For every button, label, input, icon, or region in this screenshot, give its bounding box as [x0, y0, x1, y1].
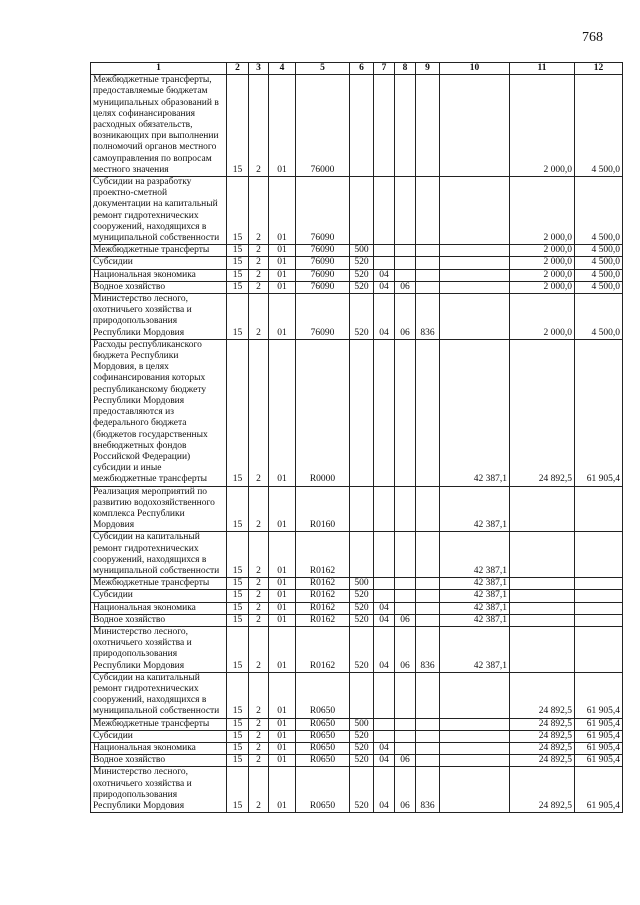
target-article-cell: R0162	[296, 532, 350, 578]
amount-cell: 2 000,0	[510, 75, 575, 177]
row-name-cell: Министерство лесного, охотничьего хозяйства и природопользования Республики Мордовия	[91, 294, 227, 340]
expense-type-cell: 500	[350, 718, 374, 730]
amount-cell: 24 892,5	[510, 755, 575, 767]
code-cell: 15	[227, 730, 249, 742]
section-cell	[374, 532, 395, 578]
ministry-code-cell	[416, 578, 440, 590]
target-article-cell: R0650	[296, 718, 350, 730]
expense-type-cell: 500	[350, 245, 374, 257]
subsection-cell: 06	[395, 614, 416, 626]
row-name-cell: Межбюджетные трансферты	[91, 718, 227, 730]
code-cell: 2	[249, 718, 269, 730]
table-row	[91, 718, 623, 730]
code-cell: 01	[269, 532, 296, 578]
amount-cell: 61 905,4	[575, 730, 623, 742]
amount-cell	[575, 578, 623, 590]
amount-cell: 2 000,0	[510, 177, 575, 245]
amount-cell: 4 500,0	[575, 257, 623, 269]
table-row	[91, 614, 623, 626]
ministry-code-cell	[416, 281, 440, 293]
code-cell: 01	[269, 602, 296, 614]
ministry-code-cell	[416, 602, 440, 614]
target-article-cell: R0162	[296, 602, 350, 614]
code-cell: 2	[249, 590, 269, 602]
amount-cell	[440, 730, 510, 742]
target-article-cell: 76090	[296, 281, 350, 293]
expense-type-cell: 520	[350, 767, 374, 813]
ministry-code-cell	[416, 75, 440, 177]
amount-cell: 61 905,4	[575, 718, 623, 730]
code-cell: 15	[227, 718, 249, 730]
amount-cell	[440, 281, 510, 293]
row-name-cell: Водное хозяйство	[91, 281, 227, 293]
row-name-cell: Расходы республиканского бюджета Республики Мордовия, в целях софинансирования которых республиканскому бюджету Республики Мордовия предоставляются из федерального бюджета (бюджетов государственных внебюджетных фондов Российской Федерации) субсидии и иные межбюджетные трансферты	[91, 339, 227, 486]
section-cell: 04	[374, 742, 395, 754]
expense-type-cell: 520	[350, 626, 374, 672]
column-header: 11	[510, 63, 575, 75]
subsection-cell	[395, 245, 416, 257]
subsection-cell	[395, 75, 416, 177]
ministry-code-cell	[416, 590, 440, 602]
row-name-cell: Субсидии на разработку проектно-сметной документации на капитальный ремонт гидротехнических сооружений, находящихся в муниципальной собственности	[91, 177, 227, 245]
ministry-code-cell	[416, 755, 440, 767]
code-cell: 01	[269, 626, 296, 672]
target-article-cell: R0650	[296, 730, 350, 742]
amount-cell: 42 387,1	[440, 602, 510, 614]
target-article-cell: 76090	[296, 269, 350, 281]
expense-type-cell: 520	[350, 269, 374, 281]
budget-table	[90, 62, 623, 813]
table-row	[91, 245, 623, 257]
code-cell: 01	[269, 269, 296, 281]
section-cell	[374, 177, 395, 245]
row-name-cell: Национальная экономика	[91, 742, 227, 754]
subsection-cell	[395, 486, 416, 532]
section-cell	[374, 590, 395, 602]
amount-cell: 2 000,0	[510, 245, 575, 257]
subsection-cell	[395, 730, 416, 742]
section-cell: 04	[374, 626, 395, 672]
code-cell: 15	[227, 602, 249, 614]
ministry-code-cell: 836	[416, 294, 440, 340]
expense-type-cell	[350, 486, 374, 532]
code-cell: 15	[227, 672, 249, 718]
target-article-cell: 76000	[296, 75, 350, 177]
expense-type-cell: 520	[350, 281, 374, 293]
target-article-cell: 76090	[296, 245, 350, 257]
amount-cell: 42 387,1	[440, 626, 510, 672]
code-cell: 01	[269, 294, 296, 340]
code-cell: 2	[249, 767, 269, 813]
expense-type-cell: 520	[350, 730, 374, 742]
row-name-cell: Субсидии	[91, 730, 227, 742]
column-header: 8	[395, 63, 416, 75]
code-cell: 01	[269, 742, 296, 754]
amount-cell: 4 500,0	[575, 269, 623, 281]
target-article-cell: 76090	[296, 294, 350, 340]
code-cell: 2	[249, 281, 269, 293]
amount-cell: 2 000,0	[510, 281, 575, 293]
subsection-cell: 06	[395, 755, 416, 767]
amount-cell	[440, 718, 510, 730]
column-header: 7	[374, 63, 395, 75]
amount-cell: 24 892,5	[510, 730, 575, 742]
amount-cell: 24 892,5	[510, 767, 575, 813]
subsection-cell: 06	[395, 294, 416, 340]
expense-type-cell	[350, 339, 374, 486]
code-cell: 01	[269, 730, 296, 742]
ministry-code-cell: 836	[416, 626, 440, 672]
table-body	[91, 75, 623, 813]
code-cell: 2	[249, 532, 269, 578]
code-cell: 2	[249, 177, 269, 245]
code-cell: 15	[227, 626, 249, 672]
code-cell: 15	[227, 590, 249, 602]
code-cell: 15	[227, 177, 249, 245]
subsection-cell	[395, 177, 416, 245]
code-cell: 2	[249, 614, 269, 626]
table-row	[91, 755, 623, 767]
table-row	[91, 269, 623, 281]
column-header: 10	[440, 63, 510, 75]
amount-cell: 4 500,0	[575, 294, 623, 340]
code-cell: 01	[269, 281, 296, 293]
page-number: 768	[582, 30, 603, 45]
amount-cell: 42 387,1	[440, 532, 510, 578]
table-row	[91, 672, 623, 718]
table-row	[91, 281, 623, 293]
subsection-cell: 06	[395, 281, 416, 293]
amount-cell	[510, 578, 575, 590]
expense-type-cell	[350, 177, 374, 245]
subsection-cell	[395, 718, 416, 730]
code-cell: 2	[249, 578, 269, 590]
section-cell: 04	[374, 281, 395, 293]
section-cell: 04	[374, 602, 395, 614]
section-cell	[374, 75, 395, 177]
amount-cell	[440, 672, 510, 718]
target-article-cell: R0162	[296, 614, 350, 626]
expense-type-cell: 520	[350, 755, 374, 767]
row-name-cell: Межбюджетные трансферты, предоставляемые бюджетам муниципальных образований в целях софинансирования расходных обязательств, возникающих при выполнении полномочий органов местного самоуправления по вопросам местного значения	[91, 75, 227, 177]
amount-cell	[510, 486, 575, 532]
code-cell: 15	[227, 767, 249, 813]
target-article-cell: 76090	[296, 177, 350, 245]
column-header: 2	[227, 63, 249, 75]
row-name-cell: Субсидии на капитальный ремонт гидротехнических сооружений, находящихся в муниципальной собственности	[91, 532, 227, 578]
ministry-code-cell: 836	[416, 767, 440, 813]
code-cell: 01	[269, 590, 296, 602]
amount-cell	[575, 486, 623, 532]
amount-cell	[440, 257, 510, 269]
amount-cell: 42 387,1	[440, 578, 510, 590]
section-cell	[374, 730, 395, 742]
subsection-cell	[395, 532, 416, 578]
code-cell: 01	[269, 339, 296, 486]
amount-cell: 2 000,0	[510, 269, 575, 281]
table-row	[91, 742, 623, 754]
section-cell: 04	[374, 294, 395, 340]
code-cell: 01	[269, 672, 296, 718]
expense-type-cell: 500	[350, 578, 374, 590]
ministry-code-cell	[416, 269, 440, 281]
amount-cell	[575, 532, 623, 578]
target-article-cell: R0650	[296, 672, 350, 718]
target-article-cell: R0162	[296, 578, 350, 590]
table-row	[91, 767, 623, 813]
table-row	[91, 339, 623, 486]
amount-cell: 42 387,1	[440, 614, 510, 626]
row-name-cell: Субсидии	[91, 257, 227, 269]
amount-cell: 61 905,4	[575, 742, 623, 754]
expense-type-cell: 520	[350, 257, 374, 269]
code-cell: 01	[269, 75, 296, 177]
row-name-cell: Межбюджетные трансферты	[91, 245, 227, 257]
code-cell: 01	[269, 614, 296, 626]
table-row	[91, 602, 623, 614]
code-cell: 2	[249, 339, 269, 486]
expense-type-cell: 520	[350, 602, 374, 614]
column-header: 5	[296, 63, 350, 75]
expense-type-cell	[350, 75, 374, 177]
code-cell: 01	[269, 755, 296, 767]
amount-cell: 4 500,0	[575, 75, 623, 177]
code-cell: 2	[249, 486, 269, 532]
amount-cell: 4 500,0	[575, 177, 623, 245]
amount-cell	[440, 245, 510, 257]
code-cell: 01	[269, 257, 296, 269]
code-cell: 2	[249, 294, 269, 340]
ministry-code-cell	[416, 730, 440, 742]
column-header: 6	[350, 63, 374, 75]
row-name-cell: Субсидии	[91, 590, 227, 602]
expense-type-cell	[350, 672, 374, 718]
subsection-cell	[395, 578, 416, 590]
row-name-cell: Реализация мероприятий по развитию водохозяйственного комплекса Республики Мордовия	[91, 486, 227, 532]
amount-cell: 24 892,5	[510, 672, 575, 718]
subsection-cell	[395, 257, 416, 269]
ministry-code-cell	[416, 672, 440, 718]
column-header: 4	[269, 63, 296, 75]
target-article-cell: 76090	[296, 257, 350, 269]
code-cell: 15	[227, 257, 249, 269]
subsection-cell: 06	[395, 767, 416, 813]
amount-cell	[575, 602, 623, 614]
section-cell	[374, 245, 395, 257]
column-header: 3	[249, 63, 269, 75]
amount-cell: 42 387,1	[440, 486, 510, 532]
amount-cell: 24 892,5	[510, 339, 575, 486]
amount-cell	[510, 602, 575, 614]
target-article-cell: R0160	[296, 486, 350, 532]
amount-cell: 61 905,4	[575, 767, 623, 813]
row-name-cell: Межбюджетные трансферты	[91, 578, 227, 590]
amount-cell	[510, 590, 575, 602]
subsection-cell	[395, 672, 416, 718]
row-name-cell: Министерство лесного, охотничьего хозяйства и природопользования Республики Мордовия	[91, 626, 227, 672]
expense-type-cell	[350, 532, 374, 578]
code-cell: 2	[249, 245, 269, 257]
ministry-code-cell	[416, 532, 440, 578]
section-cell: 04	[374, 269, 395, 281]
table-row	[91, 532, 623, 578]
amount-cell: 61 905,4	[575, 672, 623, 718]
code-cell: 2	[249, 626, 269, 672]
section-cell: 04	[374, 614, 395, 626]
code-cell: 2	[249, 602, 269, 614]
code-cell: 2	[249, 672, 269, 718]
code-cell: 2	[249, 730, 269, 742]
table-row	[91, 75, 623, 177]
subsection-cell: 06	[395, 626, 416, 672]
subsection-cell	[395, 602, 416, 614]
ministry-code-cell	[416, 486, 440, 532]
expense-type-cell: 520	[350, 590, 374, 602]
code-cell: 15	[227, 742, 249, 754]
section-cell	[374, 672, 395, 718]
ministry-code-cell	[416, 742, 440, 754]
code-cell: 15	[227, 578, 249, 590]
code-cell: 15	[227, 245, 249, 257]
target-article-cell: R0000	[296, 339, 350, 486]
amount-cell: 61 905,4	[575, 755, 623, 767]
code-cell: 2	[249, 742, 269, 754]
section-cell	[374, 718, 395, 730]
row-name-cell: Водное хозяйство	[91, 614, 227, 626]
amount-cell	[440, 177, 510, 245]
code-cell: 15	[227, 294, 249, 340]
row-name-cell: Национальная экономика	[91, 269, 227, 281]
expense-type-cell: 520	[350, 742, 374, 754]
subsection-cell	[395, 590, 416, 602]
ministry-code-cell	[416, 339, 440, 486]
amount-cell	[575, 626, 623, 672]
expense-type-cell: 520	[350, 294, 374, 340]
amount-cell: 24 892,5	[510, 742, 575, 754]
code-cell: 2	[249, 75, 269, 177]
ministry-code-cell	[416, 257, 440, 269]
code-cell: 15	[227, 339, 249, 486]
code-cell: 01	[269, 486, 296, 532]
section-cell	[374, 578, 395, 590]
table-row	[91, 626, 623, 672]
amount-cell	[510, 626, 575, 672]
code-cell: 2	[249, 269, 269, 281]
code-cell: 01	[269, 718, 296, 730]
target-article-cell: R0650	[296, 767, 350, 813]
row-name-cell: Национальная экономика	[91, 602, 227, 614]
expense-type-cell: 520	[350, 614, 374, 626]
table-row	[91, 578, 623, 590]
amount-cell	[440, 755, 510, 767]
code-cell: 01	[269, 578, 296, 590]
row-name-cell: Водное хозяйство	[91, 755, 227, 767]
table-row	[91, 257, 623, 269]
amount-cell: 24 892,5	[510, 718, 575, 730]
amount-cell: 4 500,0	[575, 245, 623, 257]
table-row	[91, 590, 623, 602]
column-header: 1	[91, 63, 227, 75]
amount-cell	[510, 614, 575, 626]
amount-cell	[440, 742, 510, 754]
amount-cell: 42 387,1	[440, 339, 510, 486]
amount-cell: 42 387,1	[440, 590, 510, 602]
section-cell: 04	[374, 755, 395, 767]
code-cell: 01	[269, 245, 296, 257]
amount-cell: 2 000,0	[510, 257, 575, 269]
ministry-code-cell	[416, 614, 440, 626]
target-article-cell: R0650	[296, 755, 350, 767]
target-article-cell: R0650	[296, 742, 350, 754]
code-cell: 2	[249, 257, 269, 269]
amount-cell	[510, 532, 575, 578]
subsection-cell	[395, 269, 416, 281]
section-cell	[374, 257, 395, 269]
ministry-code-cell	[416, 177, 440, 245]
table-row	[91, 486, 623, 532]
table-row	[91, 294, 623, 340]
amount-cell	[440, 767, 510, 813]
amount-cell	[575, 590, 623, 602]
code-cell: 15	[227, 281, 249, 293]
amount-cell	[575, 614, 623, 626]
code-cell: 15	[227, 532, 249, 578]
section-cell	[374, 339, 395, 486]
ministry-code-cell	[416, 245, 440, 257]
code-cell: 15	[227, 75, 249, 177]
amount-cell: 2 000,0	[510, 294, 575, 340]
code-cell: 15	[227, 614, 249, 626]
amount-cell	[440, 269, 510, 281]
target-article-cell: R0162	[296, 626, 350, 672]
amount-cell	[440, 75, 510, 177]
target-article-cell: R0162	[296, 590, 350, 602]
code-cell: 2	[249, 755, 269, 767]
row-name-cell: Министерство лесного, охотничьего хозяйства и природопользования Республики Мордовия	[91, 767, 227, 813]
table-row	[91, 177, 623, 245]
row-name-cell: Субсидии на капитальный ремонт гидротехнических сооружений, находящихся в муниципальной собственности	[91, 672, 227, 718]
amount-cell	[440, 294, 510, 340]
subsection-cell	[395, 742, 416, 754]
column-header: 12	[575, 63, 623, 75]
section-cell	[374, 486, 395, 532]
code-cell: 01	[269, 177, 296, 245]
code-cell: 15	[227, 755, 249, 767]
code-cell: 15	[227, 486, 249, 532]
section-cell: 04	[374, 767, 395, 813]
code-cell: 01	[269, 767, 296, 813]
ministry-code-cell	[416, 718, 440, 730]
code-cell: 15	[227, 269, 249, 281]
amount-cell: 61 905,4	[575, 339, 623, 486]
amount-cell: 4 500,0	[575, 281, 623, 293]
column-header: 9	[416, 63, 440, 75]
subsection-cell	[395, 339, 416, 486]
table-row	[91, 730, 623, 742]
table-header-row	[91, 63, 623, 75]
